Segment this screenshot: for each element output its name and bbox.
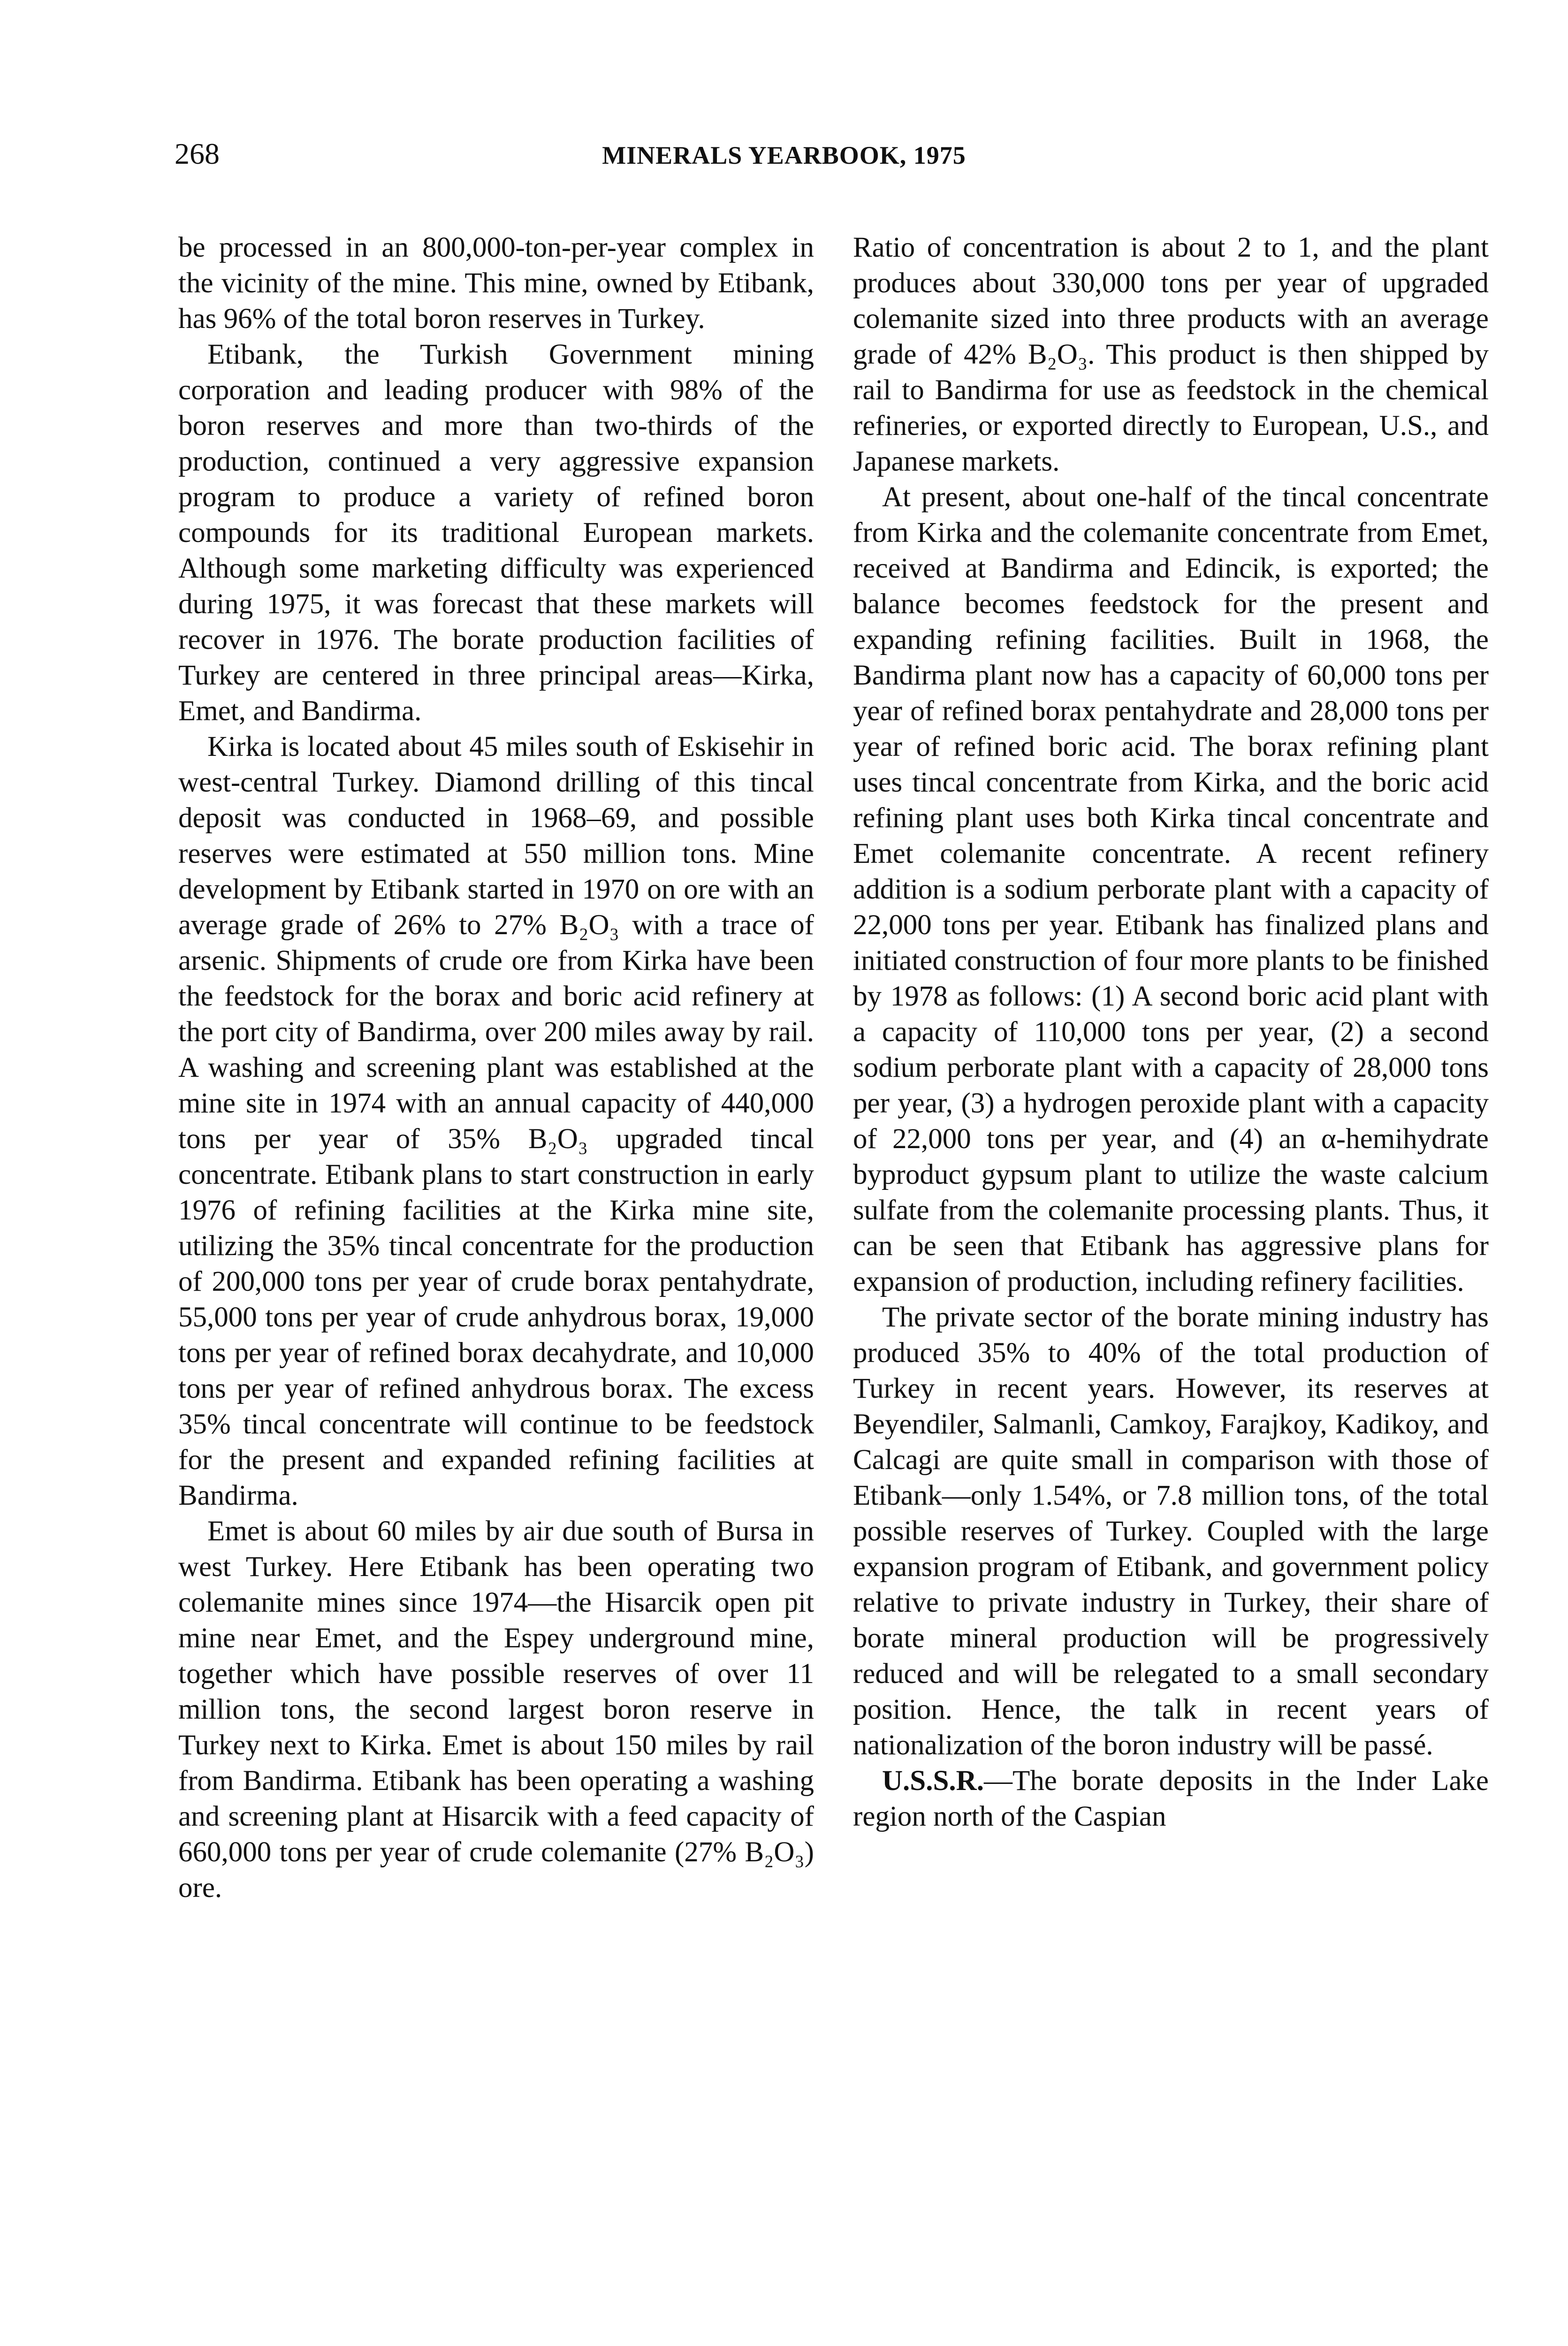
paragraph: be processed in an 800,000-ton-per-year complex in the vicinity of the mine. This mine, owned by Etibank, has 96% of the total boron reserves in Turkey. bbox=[178, 232, 814, 335]
paragraph: Etibank, the Turkish Government mining corporation and leading producer with 98% of the boron reserves and more than two-thirds of the production, continued a very aggressive expansion program to produce a variety of refined boron compounds for its traditional European markets. Although some marketing difficulty was experienced during 1975, it was forecast that these markets will recover in 1976. The borate production facilities of Turkey are centered in three principal areas—Kirka, Emet, and Bandirma. bbox=[178, 339, 814, 727]
paragraph-text: —The borate deposits in the Inder Lake region north of the Caspian bbox=[853, 1765, 1489, 1832]
page-number: 268 bbox=[175, 137, 220, 170]
paragraph: The private sector of the borate mining industry has produced 35% to 40% of the total production of Turkey in recent years. However, its reserves at Beyendiler, Salmanli, Camkoy, Farajkoy, Kadikoy, and Calcagi are quite small in comparison with those of Etibank—only 1.54%, or 7.8 million tons, of the total possible reserves of Turkey. Coupled with the large expansion program of Etibank, and government policy relative to private industry in Turkey, their share of borate mineral production will be progressively reduced and will be relegated to a small secondary position. Hence, the talk in recent years of nationalization of the boron industry will be passé. bbox=[853, 1302, 1489, 1761]
section-heading-ussr: U.S.S.R. bbox=[882, 1765, 984, 1797]
paragraph: Emet is about 60 miles by air due south of Bursa in west Turkey. Here Etibank has been operating two colemanite mines since 1974—the Hisarcik open pit mine near Emet, and the Espey underground mine, together which have possible reserves of over 11 million tons, the second largest boron reserve in Turkey next to Kirka. Emet is about 150 miles by rail from Bandirma. Etibank has been operating a washing and screening plant at Hisarcik with a feed capacity of 660,000 tons per year of crude colemanite (27% B₂O₃) ore. bbox=[178, 1516, 814, 1904]
left-column bbox=[178, 230, 814, 1906]
paragraph: Kirka is located about 45 miles south of Eskisehir in west-central Turkey. Diamond drilling of this tincal deposit was conducted in 1968–69, and possible reserves were estimated at 550 million tons. Mine development by Etibank started in 1970 on ore with an average grade of 26% to 27% B₂O₃ with a trace of arsenic. Shipments of crude ore from Kirka have been the feedstock for the borax and boric acid refinery at the port city of Bandirma, over 200 miles away by rail. A washing and screening plant was established at the mine site in 1974 with an annual capacity of 440,000 tons per year of 35% B₂O₃ upgraded tincal concentrate. Etibank plans to start construction in early 1976 of refining facilities at the Kirka mine site, utilizing the 35% tincal concentrate for the production of 200,000 tons per year of crude borax pentahydrate, 55,000 tons per year of crude anhydrous borax, 19,000 tons per year of refined borax decahydrate, and 10,000 tons per year of refined anhydrous borax. The excess 35% tincal concentrate will continue to be feedstock for the present and expanded refining facilities at Bandirma. bbox=[178, 731, 814, 1511]
paragraph: Ratio of concentration is about 2 to 1, and the plant produces about 330,000 tons per year of upgraded colemanite sized into three products with an average grade of 42% B₂O₃. This product is then shipped by rail to Bandirma for use as feedstock in the chemical refineries, or exported directly to European, U.S., and Japanese markets. bbox=[853, 232, 1489, 477]
paragraph: At present, about one-half of the tincal concentrate from Kirka and the colemanite concentrate from Emet, received at Bandirma and Edincik, is exported; the balance becomes feedstock for the present and expanding refining facilities. Built in 1968, the Bandirma plant now has a capacity of 60,000 tons per year of refined borax pentahydrate and 28,000 tons per year of refined boric acid. The borax refining plant uses tincal concentrate from Kirka, and the boric acid refining plant uses both Kirka tincal concentrate and Emet colemanite concentrate. A recent refinery addition is a sodium perborate plant with a capacity of 22,000 tons per year. Etibank has finalized plans and initiated construction of four more plants to be finished by 1978 as follows: (1) A second boric acid plant with a capacity of 110,000 tons per year, (2) a second sodium perborate plant with a capacity of 28,000 tons per year, (3) a hydrogen peroxide plant with a capacity of 22,000 tons per year, and (4) an α-hemihydrate byproduct gypsum plant to utilize the waste calcium sulfate from the colemanite processing plants. Thus, it can be seen that Etibank has aggressive plans for expansion of production, including refinery facilities. bbox=[853, 481, 1489, 1297]
paragraph bbox=[853, 1763, 1489, 1835]
right-column bbox=[853, 230, 1489, 1835]
running-title: MINERALS YEARBOOK, 1975 bbox=[602, 141, 966, 169]
